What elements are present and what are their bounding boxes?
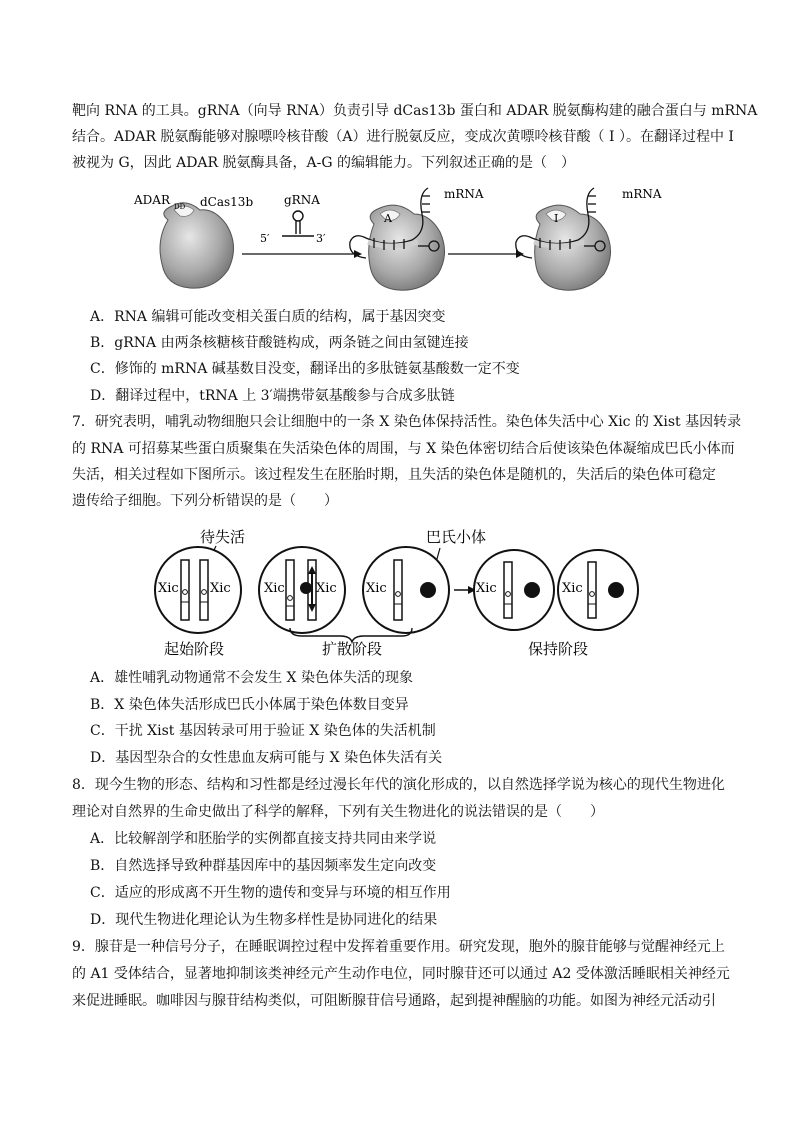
q9-stem-line-3: 来促进睡眠。咖啡因与腺苷结构类似，可阻断腺苷信号通路，起到提神醒脑的功能。如图为神经元活动引 [72, 993, 716, 1009]
three-prime-label: 3′ [316, 232, 326, 245]
stage-start-label: 起始阶段 [164, 640, 225, 658]
intro-line-2: 结合。ADAR 脱氨酶能够对腺嘌呤核苷酸（A）进行脱氨反应，变成次黄嘌呤核苷酸（ I ）。在翻译过程中 I [72, 129, 734, 145]
adar-subscript: DD [174, 203, 186, 211]
xic-label: Xic [366, 581, 387, 596]
mrna-label-1: mRNA [444, 187, 484, 201]
mrna-label-2: mRNA [622, 187, 662, 201]
q8-stem-line-2: 理论对自然界的生命史做出了科学的解释，下列有关生物进化的说法错误的是（ ） [72, 804, 604, 820]
q6-option-d: D．翻译过程中，tRNA 上 3′端携带氨基酸参与合成多肽链 [90, 388, 455, 404]
x-inactivation-figure [140, 518, 660, 660]
q6-option-b: B．gRNA 由两条核糖核苷酸链构成，两条链之间由氢键连接 [90, 335, 469, 351]
q8-option-a: A．比较解剖学和胚胎学的实例都直接支持共同由来学说 [90, 831, 437, 847]
xic-label: Xic [476, 581, 497, 596]
q8-option-c: C．适应的形成离不开生物的遗传和变异与环境的相互作用 [90, 885, 451, 901]
xic-label: Xic [264, 581, 285, 596]
arrow-icon [454, 586, 476, 594]
stage-maintain-label: 保持阶段 [528, 640, 589, 658]
fusion-protein-1 [160, 203, 234, 288]
inosine-label: I [554, 212, 559, 225]
q7-stem-line-4: 遗传给子细胞。下列分析错误的是（ ） [72, 493, 338, 509]
q7-option-a: A．雄性哺乳动物通常不会发生 X 染色体失活的现象 [90, 670, 413, 686]
xic-label: Xic [562, 581, 583, 596]
q8-option-b: B．自然选择导致种群基因库中的基因频率发生定向改变 [90, 858, 437, 874]
fusion-protein-2 [369, 205, 445, 290]
q6-option-c: C．修饰的 mRNA 碱基数目没变，翻译出的多肽链氨基酸数一定不变 [90, 361, 520, 377]
arrow-icon [448, 250, 524, 258]
q7-option-b: B．X 染色体失活形成巴氏小体属于染色体数目变异 [90, 697, 409, 713]
grna-hairpin-icon [282, 211, 314, 236]
adenine-label: A [384, 212, 392, 225]
grna-label: gRNA [284, 193, 320, 207]
to-inactivate-label: 待失活 [200, 528, 246, 546]
stage-spread-label: 扩散阶段 [322, 640, 383, 658]
rna-editing-figure [128, 184, 688, 296]
arrow-icon [242, 250, 362, 258]
q8-option-d: D．现代生物进化理论认为生物多样性是协同进化的结果 [90, 912, 438, 928]
q9-stem-line-1: 9．腺苷是一种信号分子，在睡眠调控过程中发挥着重要作用。研究发现，胞外的腺苷能够与觉醒神经元上 [72, 939, 725, 955]
adar-label: ADAR [134, 193, 170, 207]
q7-option-d: D．基因型杂合的女性患血友病可能与 X 染色体失活有关 [90, 750, 443, 766]
fusion-protein-3 [535, 205, 611, 290]
q8-stem-line-1: 8．现今生物的形态、结构和习性都是经过漫长年代的演化形成的，以自然选择学说为核心的现代生物进化 [72, 777, 725, 793]
dcas-label: dCas13b [200, 195, 254, 209]
xic-label: Xic [316, 581, 337, 596]
q7-stem-line-2: 的 RNA 可招募某些蛋白质聚集在失活染色体的周围，与 X 染色体密切结合后使该染色体凝缩成巴氏小体而 [72, 441, 735, 457]
q7-option-c: C．干扰 Xist 基因转录可用于验证 X 染色体的失活机制 [90, 723, 436, 739]
xic-label: Xic [158, 581, 179, 596]
xic-label: Xic [210, 581, 231, 596]
q7-stem-line-3: 失活，相关过程如下图所示。该过程发生在胚胎时期，且失活的染色体是随机的，失活后的染色体可稳定 [72, 467, 716, 483]
intro-line-3: 被视为 G，因此 ADAR 脱氨酶具备，A-G 的编辑能力。下列叙述正确的是（ ） [72, 155, 575, 171]
q7-stem-line-1: 7．研究表明，哺乳动物细胞只会让细胞中的一条 X 染色体保持活性。染色体失活中心 Xic 的 Xist 基因转录 [72, 414, 742, 430]
five-prime-label: 5′ [260, 232, 270, 245]
intro-line-1: 靶向 RNA 的工具。gRNA（向导 RNA）负责引导 dCas13b 蛋白和 ADAR 脱氨酶构建的融合蛋白与 mRNA [72, 103, 758, 119]
barr-body-label: 巴氏小体 [426, 528, 487, 546]
q6-option-a: A．RNA 编辑可能改变相关蛋白质的结构，属于基因突变 [90, 309, 446, 325]
q9-stem-line-2: 的 A1 受体结合，显著地抑制该类神经元产生动作电位，同时腺苷还可以通过 A2 受体激活睡眠相关神经元 [72, 966, 730, 982]
